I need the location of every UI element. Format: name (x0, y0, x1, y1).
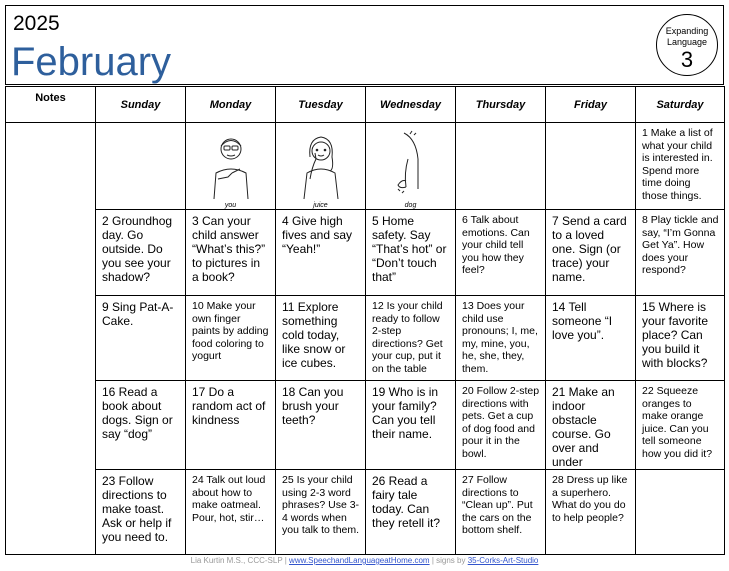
day-cell-1 (636, 123, 725, 210)
badge-number: 3 (680, 47, 694, 72)
empty-cell (546, 123, 636, 210)
day-header-thursday: Thursday (456, 87, 546, 123)
day-22-text: 22 Squeeze oranges to make orange juice. Can you tell someone how you did it? (642, 385, 713, 460)
year-label: 2025 (13, 12, 60, 35)
day-14-text: 14 Tell someone “I love you”. (552, 300, 613, 342)
day-5-text: 5 Home safety. Say “That’s hot” or “Don’t touch that” (372, 214, 447, 284)
day-cell-7 (546, 210, 636, 296)
day-21-text: 21 Make an indoor obstacle course. Go over and under (552, 385, 615, 469)
empty-cell (636, 470, 725, 555)
day-header-saturday: Saturday (636, 87, 725, 123)
day-cell-6 (456, 210, 546, 296)
week-row-3 (6, 296, 725, 381)
day-cell-25 (276, 470, 366, 555)
day-6-text: 6 Talk about emotions. Can your child tell you how they feel? (462, 214, 530, 276)
sign-juice-caption: juice (313, 202, 328, 209)
day-11-text: 11 Explore something cold today, like snow or ice cubes. (282, 300, 346, 370)
badge-line-2: Language (666, 37, 708, 47)
sign-you-illustration (206, 129, 256, 201)
day-header-tuesday: Tuesday (276, 87, 366, 123)
day-28-text: 28 Dress up like a superhero. What do you do to help people? (552, 474, 628, 524)
day-cell-27 (456, 470, 546, 555)
day-18-text: 18 Can you brush your teeth? (282, 385, 344, 427)
day-27-text: 27 Follow directions to “Clean up”. Put the cars on the bottom shelf. (462, 474, 533, 536)
footer-signs-by: | signs by (429, 556, 468, 565)
day-20-text: 20 Follow 2-step directions with pets. Get a cup of dog food and pour it in the bowl. (462, 385, 540, 460)
day-cell-13 (456, 296, 546, 381)
day-cell-21 (546, 381, 636, 470)
day-10-text: 10 Make your own finger paints by adding food coloring to yogurt (192, 300, 269, 362)
empty-cell (456, 123, 546, 210)
day-12-text: 12 Is your child ready to follow 2-step directions? Get your cup, put it on the table (372, 300, 443, 375)
day-2-text: 2 Groundhog day. Go outside. Do you see your shadow? (102, 214, 173, 284)
footer-separator: | (282, 556, 290, 565)
week-row-4 (6, 381, 725, 470)
day-13-text: 13 Does your child use pronouns; I, me, my, mine, you, he, she, they, them. (462, 300, 538, 375)
notes-header: Notes (6, 87, 96, 123)
day-25-text: 25 Is your child using 2-3 word phrases? Use 3-4 words when you talk to them. (282, 474, 360, 536)
day-19-text: 19 Who is in your family? Can you tell their name. (372, 385, 439, 441)
day-cell-2 (96, 210, 186, 296)
footer-author: Lia Kurtin M.S., CCC-SLP (190, 556, 283, 565)
expanding-language-badge (656, 14, 718, 76)
week-row-5 (6, 470, 725, 555)
day-9-text: 9 Sing Pat-A-Cake. (102, 300, 174, 328)
notes-column (6, 123, 96, 555)
month-title: February (11, 40, 172, 84)
day-cell-17 (186, 381, 276, 470)
day-4-text: 4 Give high fives and say “Yeah!” (282, 214, 353, 256)
day-cell-22 (636, 381, 725, 470)
sign-dog-illustration (386, 129, 436, 201)
sign-cell-you (186, 123, 276, 210)
day-cell-5 (366, 210, 456, 296)
day-15-text: 15 Where is your favorite place? Can you build it with blocks? (642, 300, 709, 370)
day-1-text: 1 Make a list of what your child is interested in. Spend more time doing those things. (642, 127, 713, 202)
day-cell-19 (366, 381, 456, 470)
day-7-text: 7 Send a card to a loved one. Sign (or trace) your name. (552, 214, 627, 284)
day-cell-26 (366, 470, 456, 555)
footer-signs-credit-link[interactable]: 35-Corks-Art-Studio (467, 556, 539, 565)
week-row-1 (6, 123, 725, 210)
calendar-grid (5, 86, 725, 555)
footer-website-link[interactable]: www.SpeechandLanguageatHome.com (289, 556, 430, 565)
day-16-text: 16 Read a book about dogs. Sign or say “dog” (102, 385, 173, 441)
sign-cell-dog (366, 123, 456, 210)
sign-dog-caption: dog (404, 202, 417, 209)
day-cell-16 (96, 381, 186, 470)
day-cell-9 (96, 296, 186, 381)
day-cell-24 (186, 470, 276, 555)
calendar-header (5, 5, 724, 85)
day-cell-18 (276, 381, 366, 470)
day-header-sunday: Sunday (96, 87, 186, 123)
empty-cell (96, 123, 186, 210)
day-header-wednesday: Wednesday (366, 87, 456, 123)
day-header-row (6, 87, 725, 123)
day-cell-3 (186, 210, 276, 296)
day-cell-28 (546, 470, 636, 555)
day-cell-11 (276, 296, 366, 381)
day-3-text: 3 Can your child answer “What’s this?” to pictures in a book? (192, 214, 266, 284)
week-row-2 (6, 210, 725, 296)
day-header-monday: Monday (186, 87, 276, 123)
day-cell-8 (636, 210, 725, 296)
day-cell-23 (96, 470, 186, 555)
day-cell-10 (186, 296, 276, 381)
day-23-text: 23 Follow directions to make toast. Ask or help if you need to. (102, 474, 172, 544)
day-header-friday: Friday (546, 87, 636, 123)
sign-juice-illustration (296, 129, 346, 201)
day-cell-15 (636, 296, 725, 381)
sign-cell-juice (276, 123, 366, 210)
day-17-text: 17 Do a random act of kindness (192, 385, 266, 427)
day-cell-14 (546, 296, 636, 381)
day-8-text: 8 Play tickle and say, “I’m Gonna Get Ya”. How does your respond? (642, 214, 719, 276)
day-cell-4 (276, 210, 366, 296)
footer-credits (0, 556, 729, 565)
badge-line-1: Expanding (665, 26, 709, 36)
day-24-text: 24 Talk out loud about how to make oatmeal. Pour, hot, stir… (192, 474, 266, 524)
day-cell-12 (366, 296, 456, 381)
day-26-text: 26 Read a fairy tale today. Can they retell it? (372, 474, 441, 530)
day-cell-20 (456, 381, 546, 470)
sign-you-caption: you (224, 202, 237, 209)
